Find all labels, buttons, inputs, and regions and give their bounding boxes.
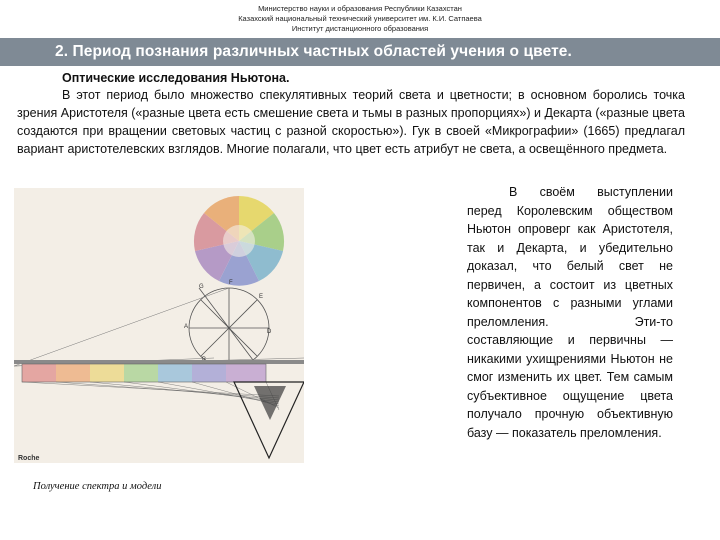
spectrum-strip: [22, 364, 266, 382]
header-line-institute: Институт дистанционного образования: [291, 24, 429, 33]
prism-shadow: [254, 386, 286, 420]
slide-title: 2. Период познания различных частных областей учения о цвете.: [55, 43, 572, 60]
section-subtitle: Оптические исследования Ньютона.: [62, 71, 290, 85]
figure-caption: Получение спектра и модели: [33, 481, 162, 492]
label-f: F: [229, 280, 233, 286]
circle-diagram: [189, 288, 269, 368]
label-a: A: [184, 324, 189, 330]
header-line-ministry: Министерство науки и образования Республики Казахстан: [258, 4, 462, 13]
side-paragraph: В своём выступлении перед Королевским обществом Ньютон опроверг как Аристотеля, так и Декарта, и убедительно доказал, что белый свет не первичен, а состоит из цветных компонентов с разными углами преломления. Эти-то составляющие и первичны — никакими ухищрениями Ньютон не смог изменить их цвет. Тем самым субъективное ощущение цвета получало прочную объективную базу — показатель преломления.: [467, 185, 673, 440]
slide-title-bar: [0, 38, 720, 66]
institution-header: [0, 4, 720, 34]
color-wheel: [194, 196, 284, 286]
baseline-bar: [14, 360, 304, 364]
label-g: G: [199, 284, 204, 290]
main-paragraph: В этот период было множество спекулятивных теорий света и цветности; в основном боролись точка зрения Аристотеля («разные цвета есть смешение света и тьмы в разных пропорциях») и Декарта («разные цвета создаются при вращении световых частиц с разной скоростью»). Гук в своей «Микрографии» (1665) предлагал вариант аристотелевских взглядов. Многие полагали, что цвет есть атрибут не света, а освещённого предмета.: [17, 88, 685, 156]
newton-spectrum-figure: [14, 188, 304, 463]
figure-watermark: Roche: [18, 455, 40, 462]
label-e: E: [259, 294, 264, 300]
label-d: D: [267, 329, 272, 335]
figure-drawing: [14, 188, 304, 463]
header-line-university: Казахский национальный технический университет им. К.И. Сатпаева: [238, 14, 482, 23]
